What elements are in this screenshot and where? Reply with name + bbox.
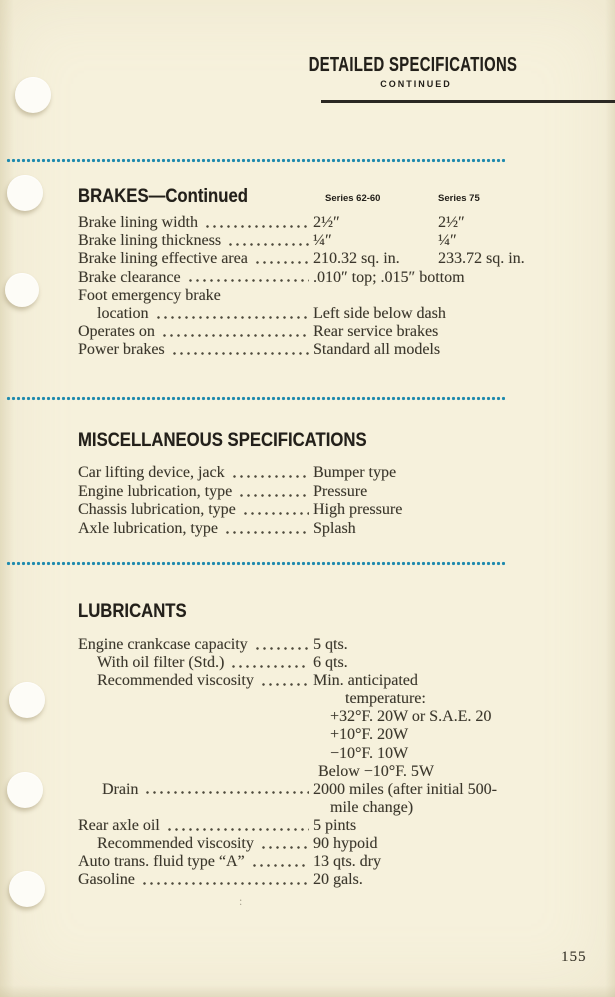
spec-label: Operates on bbox=[78, 323, 155, 341]
dot-leader bbox=[253, 636, 309, 654]
continuation-line: −10°F. 10W bbox=[330, 744, 409, 762]
punch-hole bbox=[7, 175, 43, 211]
spec-label: location bbox=[97, 305, 149, 323]
dot-leader bbox=[140, 871, 309, 889]
spec-row bbox=[78, 520, 600, 539]
page-title: DETAILED SPECIFICATIONS bbox=[308, 54, 518, 76]
spec-label: Brake lining width bbox=[78, 214, 198, 231]
spec-label-area bbox=[78, 269, 313, 287]
spec-label: Car lifting device, jack bbox=[78, 464, 225, 481]
spec-label-area bbox=[78, 250, 313, 268]
dot-leader bbox=[165, 817, 309, 835]
continuation-line: +10°F. 20W bbox=[330, 726, 409, 744]
page-subtitle: CONTINUED bbox=[380, 79, 452, 89]
spec-row bbox=[78, 672, 600, 690]
spec-row bbox=[78, 781, 600, 799]
spec-value: 233.72 sq. in. bbox=[438, 250, 525, 268]
spec-value: ¼″ bbox=[313, 232, 332, 250]
section-heading: LUBRICANTS bbox=[78, 601, 187, 622]
spec-label: Foot emergency brake bbox=[78, 286, 221, 304]
spec-label-area bbox=[78, 835, 313, 853]
spec-row bbox=[78, 287, 600, 305]
spec-row bbox=[78, 817, 600, 835]
spec-label: Power brakes bbox=[78, 341, 165, 359]
spec-value: Splash bbox=[313, 519, 356, 537]
spec-row bbox=[78, 501, 600, 520]
spec-label-area bbox=[78, 305, 313, 323]
spec-value: Left side below dash bbox=[313, 305, 446, 323]
spec-row bbox=[78, 323, 600, 341]
spec-row bbox=[78, 269, 600, 287]
spec-value: 2½″ bbox=[438, 214, 465, 231]
dot-leader bbox=[160, 323, 309, 341]
spec-label: Chassis lubrication, type bbox=[78, 501, 236, 518]
dot-leader bbox=[237, 483, 309, 502]
spec-label: Rear axle oil bbox=[78, 816, 160, 834]
spec-rows bbox=[78, 464, 600, 538]
dot-leader bbox=[203, 214, 309, 232]
spec-value: 13 qts. dry bbox=[313, 853, 381, 871]
dot-leader bbox=[226, 232, 309, 250]
dot-leader bbox=[143, 781, 309, 799]
section-heading: BRAKES—Continued bbox=[78, 186, 248, 207]
spec-label-area bbox=[78, 672, 313, 690]
spec-label-area bbox=[78, 654, 313, 672]
section-lubricants bbox=[78, 599, 600, 899]
dot-leader bbox=[170, 341, 309, 359]
spec-label-area bbox=[78, 636, 313, 654]
spec-label: Recommended viscosity bbox=[97, 835, 254, 853]
spec-label: Engine lubrication, type bbox=[78, 482, 233, 500]
spec-label: Auto trans. fluid type “A” bbox=[78, 853, 245, 871]
spec-label: Engine crankcase capacity bbox=[78, 636, 248, 653]
series-column-header: Series 62-60 bbox=[325, 193, 381, 204]
spec-label: Brake clearance bbox=[78, 268, 181, 286]
spec-row bbox=[78, 654, 600, 672]
punch-hole bbox=[9, 871, 45, 907]
spec-row bbox=[78, 232, 600, 250]
spec-label-area bbox=[78, 871, 313, 889]
spec-label-area bbox=[78, 501, 313, 520]
spec-value: Bumper type bbox=[313, 464, 397, 481]
spec-value: 90 hypoid bbox=[313, 835, 378, 853]
spec-label-area bbox=[78, 781, 313, 799]
spec-value: 5 qts. bbox=[313, 636, 348, 653]
series-column-header: Series 75 bbox=[438, 193, 480, 204]
spec-label: With oil filter (Std.) bbox=[97, 654, 225, 672]
continuation-line: temperature: bbox=[345, 690, 426, 708]
dot-leader bbox=[154, 305, 309, 323]
dot-leader bbox=[229, 654, 309, 672]
spec-row bbox=[78, 835, 600, 853]
spec-value: Min. anticipated bbox=[313, 672, 418, 690]
punch-hole bbox=[15, 77, 51, 113]
spec-value: .010″ top; .015″ bottom bbox=[313, 268, 465, 286]
spec-label-area bbox=[78, 341, 313, 359]
section-divider bbox=[6, 561, 505, 566]
header-rule bbox=[321, 100, 615, 103]
dot-leader bbox=[250, 853, 309, 871]
spec-label: Brake lining effective area bbox=[78, 250, 248, 268]
spec-value: 2000 miles (after initial 500- bbox=[313, 780, 497, 798]
spec-label: Gasoline bbox=[78, 871, 135, 889]
page-number: 155 bbox=[561, 949, 587, 965]
continuation-line: Below −10°F. 5W bbox=[318, 762, 434, 780]
spec-row bbox=[78, 250, 600, 268]
spec-value: 20 gals. bbox=[313, 871, 363, 889]
spec-label-area bbox=[78, 853, 313, 871]
section-heading: MISCELLANEOUS SPECIFICATIONS bbox=[78, 430, 367, 451]
continuation-line: +32°F. 20W or S.A.E. 20 bbox=[330, 708, 492, 726]
spec-value: 2½″ bbox=[313, 214, 340, 231]
punch-hole bbox=[5, 273, 39, 307]
spec-value: High pressure bbox=[313, 501, 403, 518]
dot-leader bbox=[259, 672, 309, 690]
section-miscellaneous bbox=[78, 428, 600, 548]
section-divider bbox=[6, 396, 505, 401]
dot-leader bbox=[241, 501, 309, 520]
spec-value: Rear service brakes bbox=[313, 323, 439, 341]
spec-row bbox=[78, 341, 600, 359]
spec-rows bbox=[78, 636, 600, 889]
spec-label-area bbox=[78, 287, 313, 305]
spec-label: Brake lining thickness bbox=[78, 232, 222, 250]
section-divider bbox=[6, 158, 505, 163]
dot-leader bbox=[223, 520, 309, 539]
spec-rows bbox=[78, 214, 600, 360]
spec-label: Axle lubrication, type bbox=[78, 519, 218, 537]
spec-value: Standard all models bbox=[313, 341, 441, 359]
dot-leader bbox=[259, 835, 309, 853]
spec-label-area bbox=[78, 520, 313, 539]
spec-row bbox=[78, 464, 600, 483]
spec-value: Pressure bbox=[313, 482, 368, 500]
section-brakes bbox=[78, 184, 600, 374]
spec-label-area bbox=[78, 483, 313, 502]
spec-label-area bbox=[78, 464, 313, 483]
spec-value: 5 pints bbox=[313, 816, 357, 834]
spec-row bbox=[78, 636, 600, 654]
spec-value: 6 qts. bbox=[313, 654, 348, 672]
spec-label-area bbox=[78, 817, 313, 835]
spec-row bbox=[78, 214, 600, 232]
punch-hole bbox=[7, 772, 43, 808]
spec-label-area bbox=[78, 323, 313, 341]
spec-row bbox=[78, 853, 600, 871]
spec-row bbox=[78, 483, 600, 502]
spec-value: 210.32 sq. in. bbox=[313, 250, 400, 268]
spec-row bbox=[78, 871, 600, 889]
spec-row bbox=[78, 305, 600, 323]
dot-leader bbox=[186, 269, 309, 287]
continuation-line: mile change) bbox=[330, 798, 414, 816]
dot-leader bbox=[230, 464, 309, 483]
spec-label-area bbox=[78, 232, 313, 250]
punch-hole bbox=[9, 682, 45, 718]
spec-value: ¼″ bbox=[438, 232, 457, 250]
print-artifact: : bbox=[239, 894, 243, 908]
spec-label: Recommended viscosity bbox=[97, 672, 254, 690]
spec-label-area bbox=[78, 214, 313, 232]
spec-label: Drain bbox=[102, 780, 139, 798]
dot-leader bbox=[253, 250, 309, 268]
